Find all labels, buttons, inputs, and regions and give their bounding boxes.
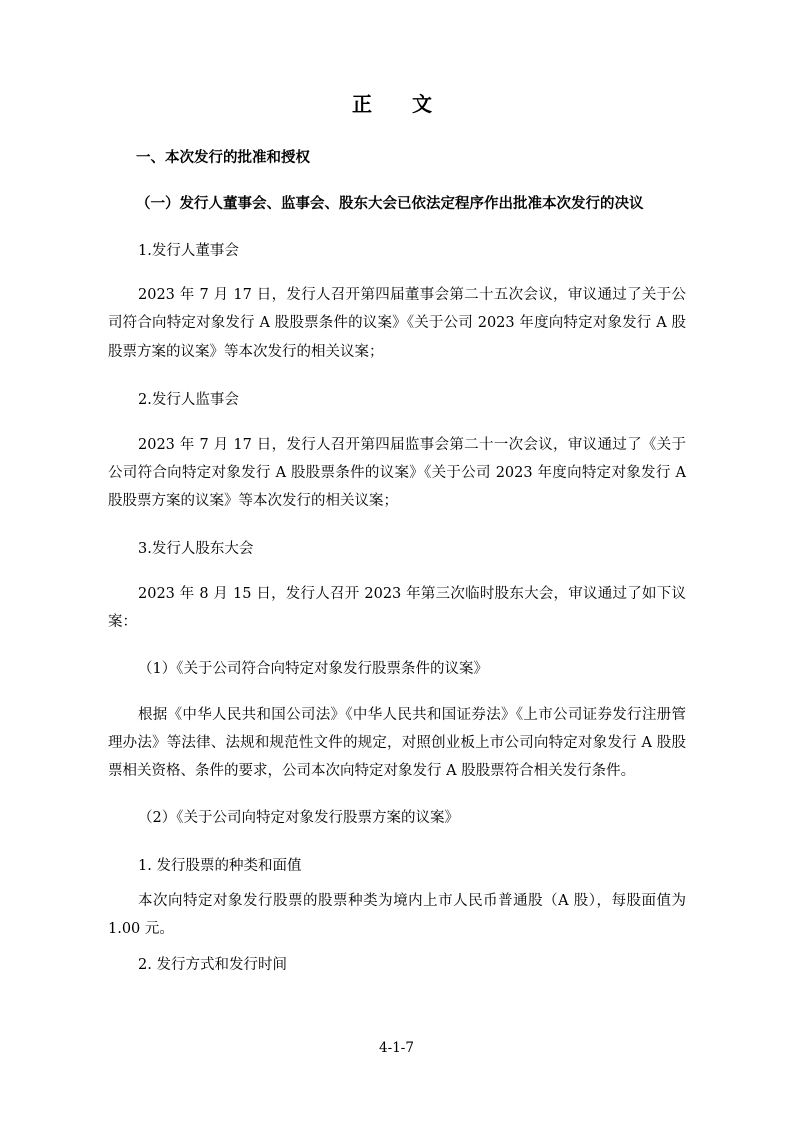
heading-issue-method-and-time: 2. 发行方式和发行时间 — [138, 957, 287, 974]
document-body — [108, 0, 686, 978]
heading-level-1: 一、本次发行的批准和授权 — [136, 149, 310, 166]
paragraph-proposal-1-body: 根据《中华人民共和国公司法》《中华人民共和国证券法》《上市公司证券发行注册管理办法》等法律、法规和规范性文件的规定，对照创业板上市公司向特定对象发行 A 股股票相关资格、条件的要求，公司本次向特定对象发行 A 股股票符合相关发行条件。 — [108, 706, 686, 780]
heading-level-3-board: 1.发行人董事会 — [138, 242, 239, 259]
heading-level-3-shareholders: 3.发行人股东大会 — [138, 541, 254, 558]
paragraph-proposal-1-title: （1）《关于公司符合向特定对象发行股票条件的议案》 — [138, 660, 488, 677]
paragraph-proposal-2-title: （2）《关于公司向特定对象发行股票方案的议案》 — [138, 809, 459, 826]
page-footer: 4-1-7 — [379, 1040, 414, 1056]
paragraph-share-type-body: 本次向特定对象发行股票的股票种类为境内上市人民币普通股（A 股），每股面值为 1.00 元。 — [108, 892, 686, 937]
heading-share-type-and-par-value: 1. 发行股票的种类和面值 — [138, 857, 302, 874]
paragraph-supervisors-resolution: 2023 年 7 月 17 日，发行人召开第四届监事会第二十一次会议，审议通过了《关于公司符合向特定对象发行 A 股股票条件的议案》《关于公司 2023 年度向特定对象发行 A 股股票方案的议案》等本次发行的相关议案； — [108, 436, 686, 510]
paragraph-board-resolution: 2023 年 7 月 17 日，发行人召开第四届董事会第二十五次会议，审议通过了关于公司符合向特定对象发行 A 股股票条件的议案》《关于公司 2023 年度向特定对象发行 A 股股票方案的议案》等本次发行的相关议案； — [108, 287, 686, 360]
heading-level-3-supervisors: 2.发行人监事会 — [138, 392, 239, 408]
paragraph-shareholders-meeting: 2023 年 8 月 15 日，发行人召开 2023 年第三次临时股东大会，审议通过了如下议案： — [108, 586, 686, 631]
heading-level-2: （一）发行人董事会、监事会、股东大会已依法定程序作出批准本次发行的决议 — [136, 195, 644, 213]
page-title: 正 文 — [352, 92, 442, 116]
